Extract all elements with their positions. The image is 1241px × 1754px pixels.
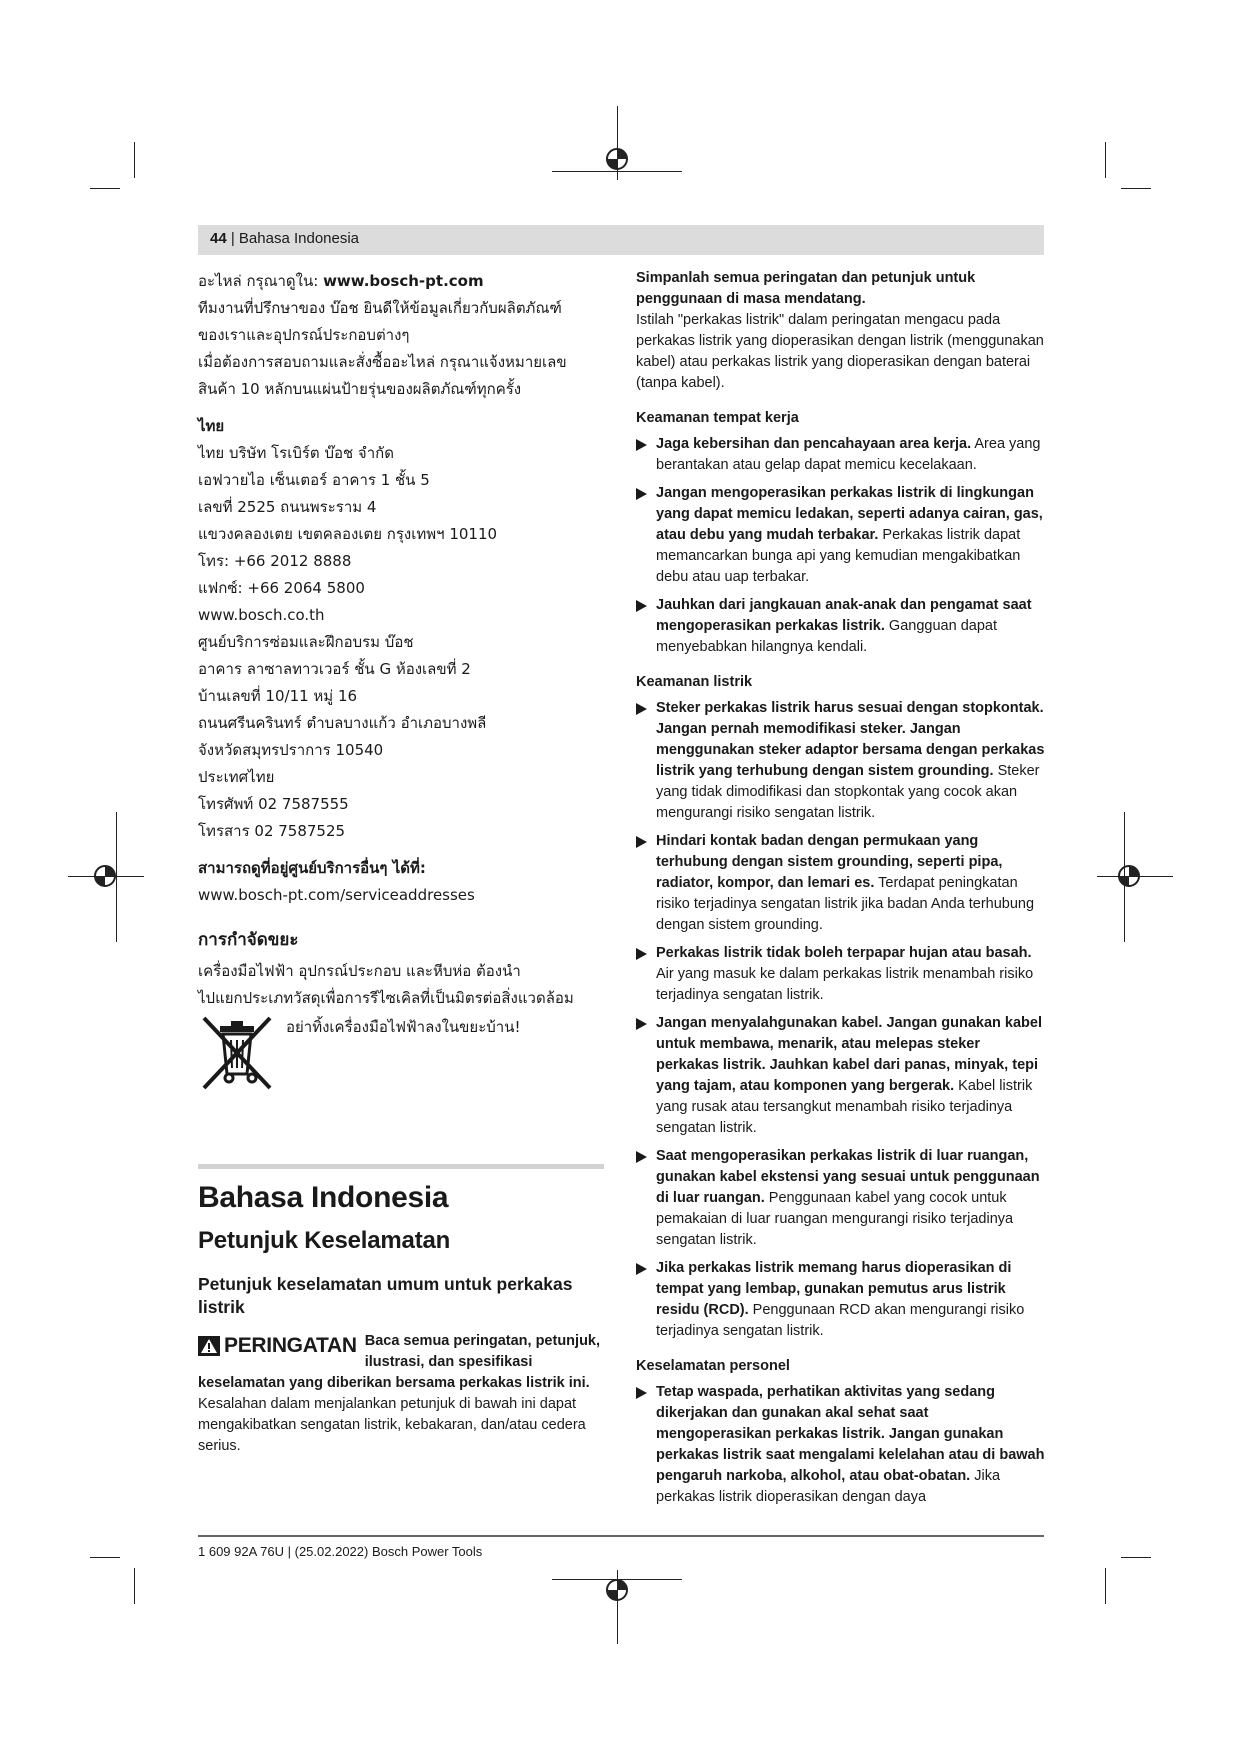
thai-intro-text: ของเราและอุปกรณ์ประกอบต่างๆ [198, 326, 410, 344]
registration-crosshair-icon [92, 863, 118, 889]
page-number: 44 [210, 230, 227, 247]
warning-bold-continuation: keselamatan yang diberikan bersama perkakas listrik ini. [198, 1375, 590, 1391]
crop-mark [1121, 188, 1151, 189]
list-item [636, 943, 1046, 1006]
thai-intro-line [198, 322, 608, 349]
address-line: แฟกซ์: +66 2064 5800 [198, 579, 365, 597]
warning-label: PERINGATAN [224, 1334, 357, 1357]
list-item-bold: Tetap waspada, perhatikan aktivitas yang sedang dikerjakan dan gunakan akal sehat saat mengoperasikan perkakas listrik. Jangan gunakan perkakas listrik saat mengalami kelelahan atau di bawah pengaruh narkoba, alkohol, atau obat-obatan. [656, 1384, 1045, 1484]
list-item-bold: Jangan mengoperasikan perkakas listrik di lingkungan yang dapat memicu ledakan, seperti adanya cairan, gas, atau debu yang mudah terbakar. [656, 485, 1043, 543]
thai-intro-text: ทีมงานที่ปรึกษาของ บ๊อช ยินดีให้ข้อมูลเกี่ยวกับผลิตภัณฑ์ [198, 299, 562, 317]
header-section: Bahasa Indonesia [238, 230, 360, 247]
list-item [636, 831, 1046, 936]
address-line: จังหวัดสมุทรปราการ 10540 [198, 741, 384, 759]
page-footer: 1 609 92A 76U | (25.02.2022) Bosch Power Tools [198, 1544, 483, 1559]
list-item-bold: Jaga kebersihan dan pencahayaan area kerja. [656, 436, 972, 452]
thai-intro-text: อะไหล่ กรุณาดูใน: [198, 272, 324, 290]
crop-mark [1105, 1568, 1106, 1604]
crop-mark [134, 1568, 135, 1604]
page-header [210, 230, 359, 247]
list-item-bold: Saat mengoperasikan perkakas listrik di luar ruangan, gunakan kabel ekstensi yang sesuai untuk penggunaan di luar ruangan. [656, 1148, 1040, 1206]
list-item-bold: Jangan menyalahgunakan kabel. Jangan gunakan kabel untuk membawa, menarik, atau melepas steker perkakas listrik. Jauhkan kabel dari panas, minyak, tepi yang tajam, atau komponen yang bergerak. [656, 1015, 1042, 1094]
list-item-text: Penggunaan kabel yang cocok untuk pemakaian di luar ruangan mengurangi risiko terjadinya sengatan listrik. [656, 1190, 1014, 1248]
address-line: บ้านเลขที่ 10/11 หมู่ 16 [198, 687, 358, 705]
thai-intro-text: เมื่อต้องการสอบถามและสั่งซื้ออะไหล่ กรุณาแจ้งหมายเลข [198, 353, 567, 371]
address-line: ไทย บริษัท โรเบิร์ต บ๊อช จำกัด [198, 444, 394, 462]
disposal-text [198, 958, 608, 1012]
section-heading: Keselamatan personel [636, 1358, 790, 1374]
registration-crosshair-icon [604, 1577, 630, 1603]
address-line: โทรสาร 02 7587525 [198, 822, 346, 840]
registration-crosshair-icon [1116, 863, 1142, 889]
address-line: แขวงคลองเตย เขตคลองเตย กรุงเทพฯ 10110 [198, 525, 498, 543]
bullet-triangle-icon [636, 1151, 647, 1163]
list-item-bold: Steker perkakas listrik harus sesuai dengan stopkontak. Jangan pernah memodifikasi steker. Jangan menggunakan steker adaptor bersama dengan perkakas listrik yang terhubung dengan sistem grounding. [656, 700, 1045, 779]
general-safety-title: Petunjuk keselamatan umum untuk perkakas listrik [198, 1274, 573, 1317]
intro-text: Istilah "perkakas listrik" dalam peringatan mengacu pada perkakas listrik yang dioperasikan dengan listrik (menggunakan kabel) atau perkakas listrik yang dioperasikan dengan baterai (tanpa kabel). [636, 312, 1044, 391]
list-item-bold: Hindari kontak badan dengan permukaan yang terhubung dengan sistem grounding, seperti pipa, radiator, kompor, dan lemari es. [656, 833, 1003, 891]
list-item [636, 1013, 1046, 1139]
address-line: อาคาร ลาซาลทาวเวอร์ ชั้น G ห้องเลขที่ 2 [198, 660, 471, 678]
footer-rule [198, 1535, 1044, 1537]
list-item-text: Perkakas listrik dapat memancarkan bunga api yang kemudian mengakibatkan debu atau uap terbakar. [656, 527, 1021, 585]
bullet-triangle-icon [636, 703, 647, 715]
disposal-line: ไปแยกประเภทวัสดุเพื่อการรีไซเคิลที่เป็นมิตรต่อสิ่งแวดล้อม [198, 989, 574, 1007]
bullet-triangle-icon [636, 600, 647, 612]
disposal-warning: อย่าทิ้งเครื่องมือไฟฟ้าลงในขยะบ้าน! [286, 1018, 521, 1036]
list-item-text: Air yang masuk ke dalam perkakas listrik menambah risiko terjadinya sengatan listrik. [656, 966, 1034, 1003]
list-item [636, 1382, 1046, 1508]
list-item [636, 1146, 1046, 1251]
list-item [636, 698, 1046, 824]
disposal-heading: การกำจัดขยะ [198, 930, 299, 950]
crop-mark [90, 1557, 120, 1558]
thai-intro-line [198, 295, 608, 322]
list-item-text: Penggunaan RCD akan mengurangi risiko terjadinya sengatan listrik. [656, 1302, 1025, 1339]
bullet-triangle-icon [636, 836, 647, 848]
crop-mark [134, 142, 135, 178]
disposal-warning-row [198, 1012, 608, 1094]
language-title: Bahasa Indonesia [198, 1181, 449, 1214]
address-line: เอฟวายไอ เซ็นเตอร์ อาคาร 1 ชั้น 5 [198, 471, 430, 489]
list-item [636, 483, 1046, 588]
warning-text [198, 1373, 608, 1457]
address-block [198, 440, 608, 845]
warning-badge [198, 1334, 357, 1358]
warning-block [198, 1331, 608, 1373]
crop-mark [1105, 142, 1106, 178]
warning-lead: Baca semua peringatan, petunjuk, ilustrasi, dan spesifikasi [364, 1333, 601, 1370]
address-line: เลขที่ 2525 ถนนพระราม 4 [198, 498, 377, 516]
safety-title: Petunjuk Keselamatan [198, 1227, 451, 1254]
service-url: www.bosch-pt.com/serviceaddresses [198, 886, 475, 904]
address-line: โทรศัพท์ 02 7587555 [198, 795, 349, 813]
list-item-text: Jika perkakas listrik dioperasikan dengan daya [656, 1468, 1001, 1505]
list-item-bold: Jika perkakas listrik memang harus dioperasikan di tempat yang lembap, gunakan pemutus arus listrik residu (RCD). [656, 1260, 1012, 1318]
list-item [636, 595, 1046, 658]
thai-intro-line [198, 268, 608, 295]
list-item-text: Kabel listrik yang rusak atau tersangkut menambah risiko terjadinya sengatan listrik. [656, 1078, 1033, 1136]
crop-mark [1121, 1557, 1151, 1558]
left-column [198, 268, 608, 1457]
section-heading: Keamanan listrik [636, 674, 753, 690]
intro-bold-text: Simpanlah semua peringatan dan petunjuk untuk penggunaan di masa mendatang. [636, 270, 976, 307]
service-heading: สามารถดูที่อยู่ศูนย์บริการอื่นๆ ได้ที่: [198, 859, 426, 877]
section-divider [198, 1164, 604, 1169]
list-item-bold: Jauhkan dari jangkauan anak-anak dan pengamat saat mengoperasikan perkakas listrik. [656, 597, 1032, 634]
section-heading: Keamanan tempat kerja [636, 410, 799, 426]
thai-intro-text: สินค้า 10 หลักบนแผ่นป้ายรุ่นของผลิตภัณฑ์ทุกครั้ง [198, 380, 522, 398]
bullet-triangle-icon [636, 1387, 647, 1399]
right-column [636, 268, 1046, 1515]
bullet-triangle-icon [636, 948, 647, 960]
bullet-triangle-icon [636, 1018, 647, 1030]
address-line: www.bosch.co.th [198, 606, 325, 624]
crop-mark [90, 188, 120, 189]
bullet-triangle-icon [636, 488, 647, 500]
address-line: โทร: +66 2012 8888 [198, 552, 352, 570]
country-heading: ไทย [198, 417, 225, 435]
list-item [636, 1258, 1046, 1342]
safety-sections [636, 408, 1046, 1508]
list-item-text: Terdapat peningkatan risiko terjadinya sengatan listrik jika badan Anda terhubung dengan sistem grounding. [656, 875, 1035, 933]
warning-triangle-icon [198, 1336, 220, 1356]
address-line: ประเทศไทย [198, 768, 275, 786]
crossed-bin-icon [198, 1012, 276, 1094]
thai-intro-line [198, 376, 608, 403]
thai-intro [198, 268, 608, 403]
bullet-triangle-icon [636, 439, 647, 451]
list-item-text: Area yang berantakan atau gelap dapat memicu kecelakaan. [656, 436, 1041, 473]
thai-intro-line [198, 349, 608, 376]
bullet-triangle-icon [636, 1263, 647, 1275]
registration-crosshair-icon [604, 146, 630, 172]
intro-bold [636, 268, 1046, 310]
address-line: ศูนย์บริการซ่อมและฝึกอบรม บ๊อช [198, 633, 414, 651]
list-item-text: Steker yang tidak dimodifikasi dan stopkontak yang cocok akan mengurangi risiko sengatan listrik. [656, 763, 1040, 821]
list-item [636, 434, 1046, 476]
disposal-line: เครื่องมือไฟฟ้า อุปกรณ์ประกอบ และหีบห่อ ต้องนำ [198, 962, 521, 980]
header-separator: | [226, 230, 239, 247]
thai-intro-url: www.bosch-pt.com [323, 272, 484, 290]
warning-body: Kesalahan dalam menjalankan petunjuk di bawah ini dapat mengakibatkan sengatan listrik, kebakaran, dan/atau cedera serius. [198, 1396, 586, 1454]
list-item-bold: Perkakas listrik tidak boleh terpapar hujan atau basah. [656, 945, 1032, 961]
address-line: ถนนศรีนครินทร์ ตำบลบางแก้ว อำเภอบางพลี [198, 714, 487, 732]
list-item-text: Gangguan dapat menyebabkan hilangnya kendali. [656, 618, 997, 655]
